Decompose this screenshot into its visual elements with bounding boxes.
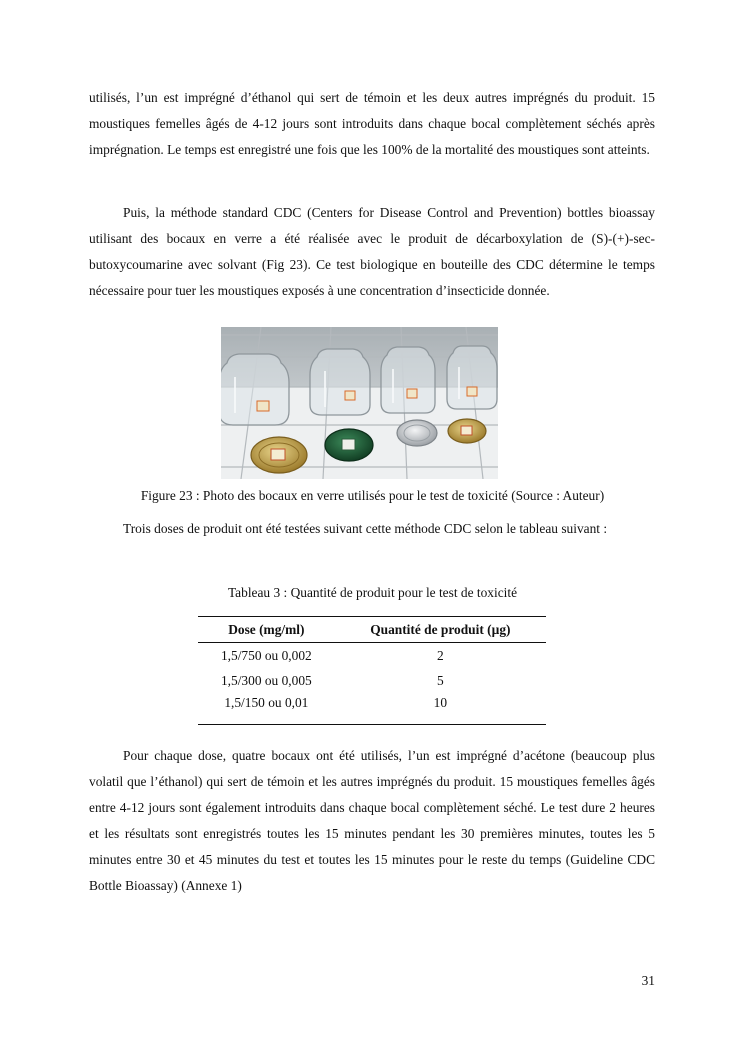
table-row bbox=[198, 693, 546, 725]
table-caption: Tableau 3 : Quantité de produit pour le test de toxicité bbox=[227, 585, 518, 600]
cell-quantity: 5 bbox=[437, 672, 444, 688]
cell-dose: 1,5/150 ou 0,01 bbox=[198, 693, 335, 725]
table-header-row bbox=[198, 617, 546, 643]
figure-caption: Figure 23 : Photo des bocaux en verre utilisés pour le test de toxicité (Source : Auteur) bbox=[140, 488, 605, 503]
paragraph-1: utilisés, l’un est imprégné d’éthanol qui sert de témoin et les deux autres imprégnés du produit. 15 moustiques femelles âgés de 4-12 jours sont introduits dans chaque bocal complètement séchés après imprégnation. Le temps est enregistré une fois que les 100% de la mortalité des moustiques sont atteints. bbox=[89, 90, 655, 157]
paragraph-3: Trois doses de produit ont été testées suivant cette méthode CDC selon le tableau suivant : bbox=[123, 521, 608, 536]
dose-table bbox=[198, 616, 546, 725]
cell-dose: 1,5/300 ou 0,005 bbox=[220, 672, 312, 688]
jars-photo bbox=[221, 327, 498, 479]
header-quantity: Quantité de produit (µg) bbox=[335, 617, 546, 643]
table-row bbox=[198, 668, 546, 693]
paragraph-2: Puis, la méthode standard CDC (Centers for Disease Control and Prevention) bottles bioassay utilisant des bocaux en verre a été réalisée avec le produit de décarboxylation de (S)-(+)-sec-butoxycoumarine avec solvant (Fig 23). Ce test biologique en bouteille des CDC détermine le temps nécessaire pour tuer les moustiques exposés à une concentration d’insecticide donnée. bbox=[89, 205, 655, 298]
jars-photo-illustration bbox=[221, 327, 498, 479]
paragraph-4: Pour chaque dose, quatre bocaux ont été utilisés, l’un est imprégné d’acétone (beaucoup plus volatil que l’éthanol) qui sert de témoin et les autres imprégnés du produit. 15 moustiques femelles âgés entre 4-12 jours sont également introduits dans chaque bocal complètement séché. Le test dure 2 heures et les résultats sont enregistrés toutes les 15 minutes pendant les 30 premières minutes, toutes les 5 minutes entre 30 et 45 minutes du test et toutes les 15 minutes pour le reste du temps (Guideline CDC Bottle Bioassay) (Annexe 1) bbox=[89, 748, 655, 893]
cell-dose: 1,5/750 ou 0,002 bbox=[220, 647, 312, 663]
header-dose: Dose (mg/ml) bbox=[198, 617, 335, 643]
page-number: 31 bbox=[641, 973, 655, 988]
table-row bbox=[198, 643, 546, 669]
cell-quantity: 10 bbox=[335, 693, 546, 725]
cell-quantity: 2 bbox=[437, 647, 444, 663]
